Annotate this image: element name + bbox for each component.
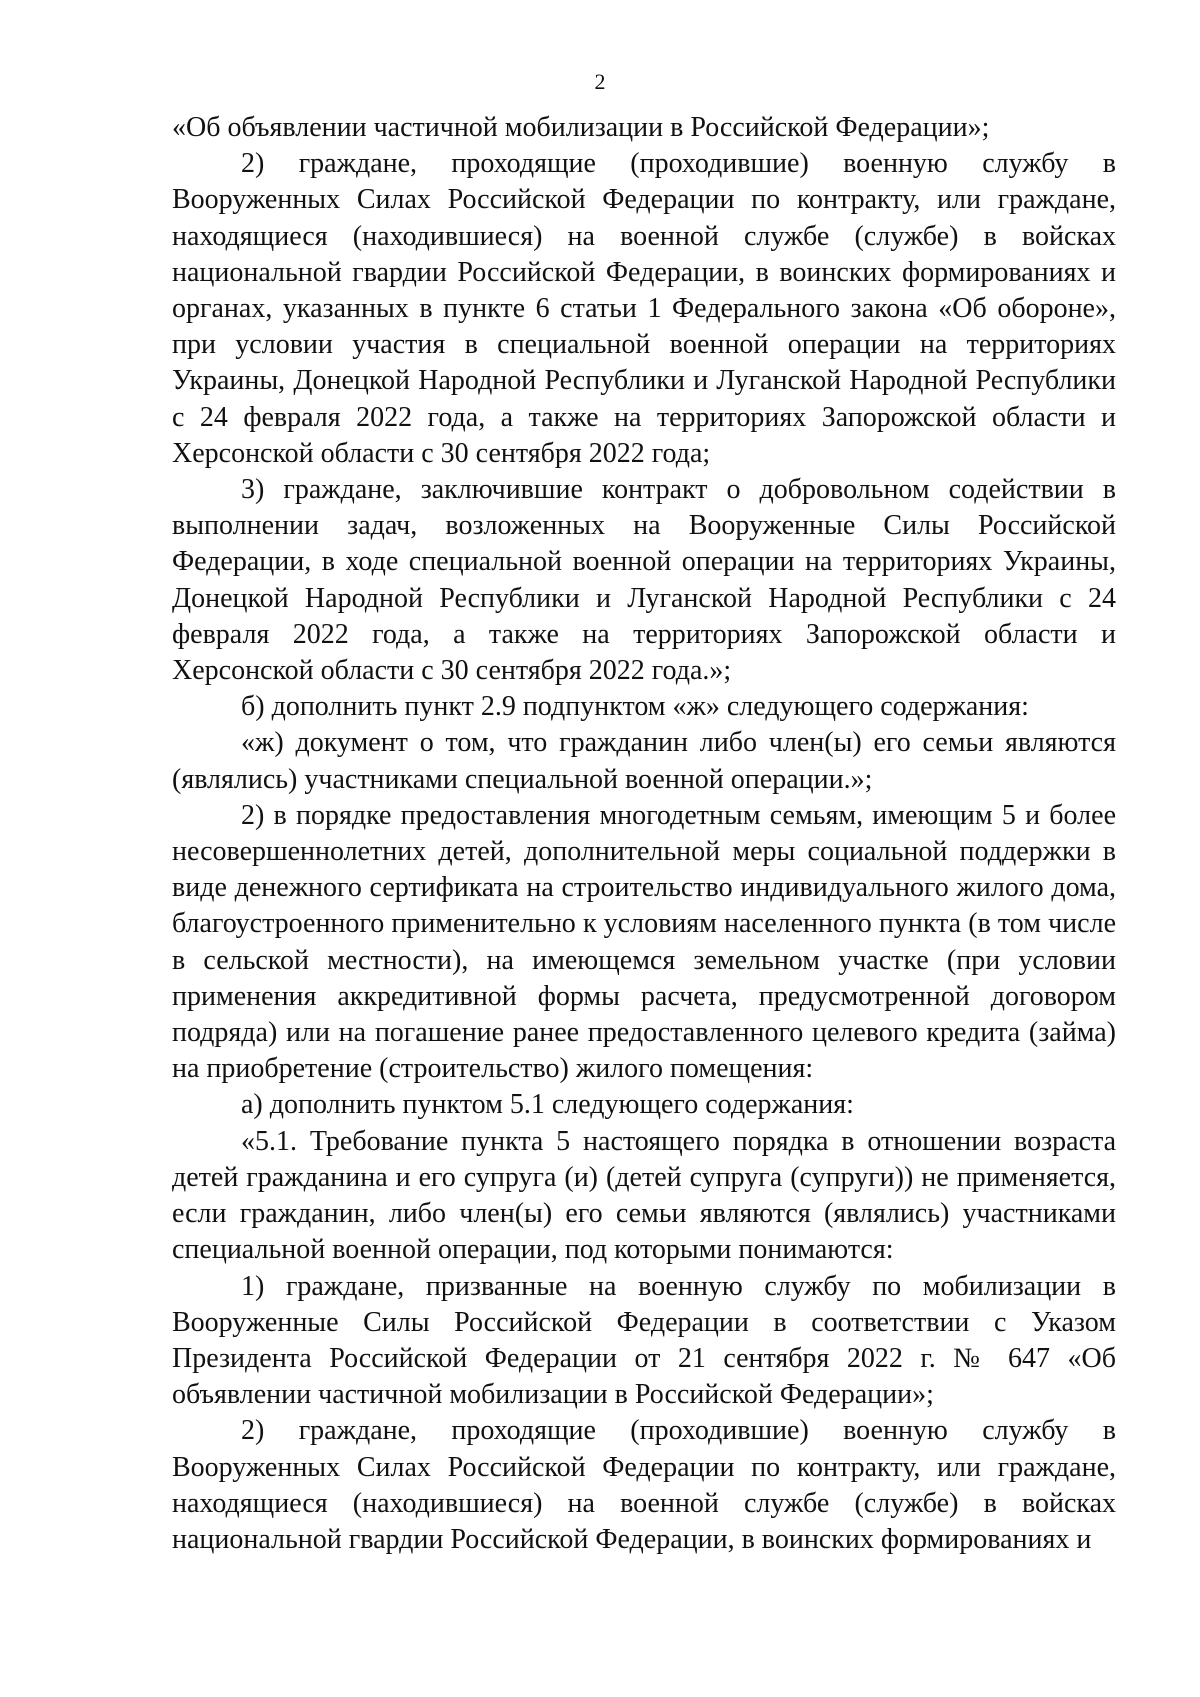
paragraph-subitem-a: а) дополнить пунктом 5.1 следующего содержания: <box>241 1089 854 1121</box>
paragraph-point-5-1: «5.1. Требование пункта 5 настоящего порядка в отношении возраста детей гражданина и его супруга (и) (детей супруга (супруги)) не применяется, если гражданин, либо член(ы) его семьи являются (являлись) участниками специальной военной операции, под которыми понимаются: <box>172 1125 1116 1266</box>
paragraph-continuation: «Об объявлении частичной мобилизации в Российской Федерации»; <box>172 112 990 143</box>
page-number: 2 <box>594 69 606 94</box>
paragraph-item-2-contract: 2) граждане, проходящие (проходившие) военную службу в Вооруженных Силах Российской Федерации по контракту, или граждане, находящиеся (находившиеся) на военной службе (службе) в войсках национальной гвардии Российской Федерации, в воинских формированиях и органах, указанных в пункте 6 статьи 1 Федерального закона «Об обороне», при условии участия в специальной военной операции на территориях Украины, Донецкой Народной Республики и Луганской Народной Республики с 24 февраля 2022 года, а также на территориях Запорожской области и Херсонской области с 30 сентября 2022 года; <box>172 148 1116 469</box>
paragraph-item-3-volunteers: 3) граждане, заключившие контракт о добровольном содействии в выполнении задач, возложенных на Вооруженные Силы Российской Федерации, в ходе специальной военной операции на территориях Украины, Донецкой Народной Республики и Луганской Народной Республики с 24 февраля 2022 года, а также на территориях Запорожской области и Херсонской области с 30 сентября 2022 года.»; <box>172 474 1116 687</box>
paragraph-item-1-mobilized: 1) граждане, призванные на военную службу по мобилизации в Вооруженные Силы Российской Федерации в соответствии с Указом Президента Российской Федерации от 21 сентября 2022 г. № 647 «Об объявлении частичной мобилизации в Российской Федерации»; <box>172 1270 1116 1411</box>
paragraph-subitem-zh: «ж) документ о том, что гражданин либо член(ы) его семьи являются (являлись) участниками специальной военной операции.»; <box>172 727 1116 795</box>
paragraph-item-2-certificate: 2) в порядке предоставления многодетным семьям, имеющим 5 и более несовершеннолетних детей, дополнительной меры социальной поддержки в виде денежного сертификата на строительство индивидуального жилого дома, благоустроенного применительно к условиям населенного пункта (в том числе в сельской местности), на имеющемся земельном участке (при условии применения аккредитивной формы расчета, предусмотренной договором подряда) или на погашение ранее предоставленного целевого кредита (займа) на приобретение (строительство) жилого помещения: <box>172 799 1116 1085</box>
paragraph-item-2-contract-repeat: 2) граждане, проходящие (проходившие) военную службу в Вооруженных Силах Российской Федерации по контракту, или граждане, находящиеся (находившиеся) на военной службе (службе) в войсках национальной гвардии Российской Федерации, в воинских формированиях и <box>172 1415 1116 1555</box>
paragraph-subitem-b: б) дополнить пункт 2.9 подпунктом «ж» следующего содержания: <box>241 691 1029 723</box>
document-body <box>172 110 1116 1558</box>
